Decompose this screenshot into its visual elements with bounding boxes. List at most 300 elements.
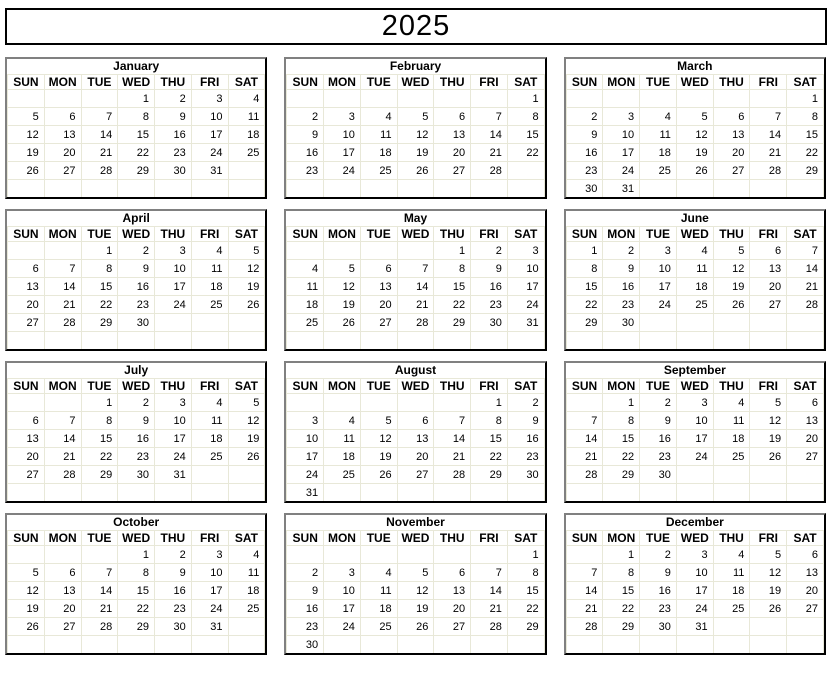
day-cell: 13 — [8, 278, 45, 296]
weekday-header: SUN — [287, 227, 324, 242]
day-cell: 29 — [603, 466, 640, 484]
day-cell-empty — [397, 242, 434, 260]
month-name: January — [113, 59, 160, 73]
weekday-header: TUE — [640, 227, 677, 242]
day-cell: 21 — [566, 448, 603, 466]
day-cell: 26 — [8, 618, 45, 636]
day-cell: 7 — [81, 108, 118, 126]
week-row — [287, 448, 544, 466]
month-grid — [7, 74, 265, 198]
day-cell: 12 — [713, 260, 750, 278]
weekday-header: THU — [434, 379, 471, 394]
day-cell: 19 — [713, 278, 750, 296]
day-cell: 25 — [676, 296, 713, 314]
day-cell: 29 — [566, 314, 603, 332]
month-name: December — [665, 515, 724, 529]
week-row — [8, 332, 265, 350]
day-cell-empty — [81, 546, 118, 564]
weekday-header: SUN — [287, 531, 324, 546]
weekday-header: SUN — [287, 75, 324, 90]
day-cell: 2 — [118, 242, 155, 260]
day-cell: 26 — [397, 162, 434, 180]
weekday-header: SAT — [228, 379, 265, 394]
day-cell-empty — [397, 636, 434, 654]
month-grid — [566, 530, 824, 654]
day-cell-empty — [324, 394, 361, 412]
day-cell: 13 — [787, 564, 824, 582]
day-cell: 25 — [360, 618, 397, 636]
weekday-header: FRI — [191, 227, 228, 242]
day-cell: 3 — [287, 412, 324, 430]
day-cell: 27 — [434, 162, 471, 180]
week-row — [287, 582, 544, 600]
weekday-header: SAT — [507, 531, 544, 546]
day-cell: 20 — [750, 278, 787, 296]
day-cell: 1 — [507, 90, 544, 108]
week-row — [287, 484, 544, 502]
week-row — [287, 412, 544, 430]
month-january — [5, 57, 267, 199]
weekday-header: WED — [676, 227, 713, 242]
month-name: April — [122, 211, 150, 225]
day-cell-empty — [507, 162, 544, 180]
month-october — [5, 513, 267, 655]
week-row — [287, 636, 544, 654]
day-cell: 10 — [603, 126, 640, 144]
day-cell: 17 — [507, 278, 544, 296]
day-cell: 15 — [118, 126, 155, 144]
day-cell: 15 — [603, 582, 640, 600]
day-cell-empty — [434, 180, 471, 198]
day-cell: 19 — [676, 144, 713, 162]
day-cell: 7 — [471, 108, 508, 126]
day-cell: 13 — [434, 126, 471, 144]
day-cell: 23 — [155, 600, 192, 618]
day-cell: 11 — [360, 582, 397, 600]
day-cell: 21 — [434, 448, 471, 466]
day-cell: 21 — [471, 600, 508, 618]
calendar-page — [0, 8, 832, 675]
day-cell-empty — [750, 314, 787, 332]
day-cell: 5 — [360, 412, 397, 430]
day-cell-empty — [750, 332, 787, 350]
day-cell: 18 — [713, 430, 750, 448]
day-cell: 17 — [191, 126, 228, 144]
day-cell-empty — [287, 394, 324, 412]
day-cell: 21 — [44, 448, 81, 466]
weekday-header-row — [566, 531, 823, 546]
day-cell: 15 — [603, 430, 640, 448]
weekday-header: THU — [434, 75, 471, 90]
day-cell: 17 — [287, 448, 324, 466]
day-cell: 11 — [360, 126, 397, 144]
week-row — [287, 162, 544, 180]
week-row — [287, 314, 544, 332]
day-cell: 23 — [118, 448, 155, 466]
weekday-header: SUN — [566, 227, 603, 242]
day-cell-empty — [8, 636, 45, 654]
day-cell: 23 — [640, 448, 677, 466]
day-cell: 7 — [81, 564, 118, 582]
day-cell: 15 — [81, 278, 118, 296]
day-cell: 26 — [228, 448, 265, 466]
week-row — [8, 448, 265, 466]
day-cell-empty — [640, 90, 677, 108]
day-cell: 5 — [8, 564, 45, 582]
day-cell: 29 — [603, 618, 640, 636]
weekday-header-row — [287, 531, 544, 546]
day-cell: 3 — [155, 394, 192, 412]
day-cell: 14 — [44, 430, 81, 448]
day-cell: 4 — [287, 260, 324, 278]
week-row — [8, 430, 265, 448]
day-cell: 10 — [191, 564, 228, 582]
day-cell: 22 — [118, 600, 155, 618]
day-cell: 9 — [603, 260, 640, 278]
weekday-header: TUE — [360, 531, 397, 546]
day-cell: 2 — [287, 564, 324, 582]
day-cell: 4 — [360, 108, 397, 126]
weekday-header: WED — [397, 75, 434, 90]
week-row — [287, 90, 544, 108]
weekday-header: FRI — [191, 75, 228, 90]
weekday-header: WED — [118, 75, 155, 90]
day-cell: 28 — [44, 466, 81, 484]
day-cell: 8 — [471, 412, 508, 430]
day-cell: 30 — [566, 180, 603, 198]
day-cell: 22 — [603, 448, 640, 466]
day-cell-empty — [228, 314, 265, 332]
weekday-header: MON — [44, 227, 81, 242]
day-cell-empty — [228, 162, 265, 180]
week-row — [287, 394, 544, 412]
day-cell: 4 — [228, 90, 265, 108]
weekday-header: THU — [155, 531, 192, 546]
day-cell-empty — [44, 242, 81, 260]
weekday-header: SUN — [287, 379, 324, 394]
week-row — [287, 278, 544, 296]
day-cell: 12 — [228, 412, 265, 430]
week-row — [287, 600, 544, 618]
day-cell: 28 — [81, 162, 118, 180]
day-cell: 24 — [155, 448, 192, 466]
day-cell-empty — [287, 180, 324, 198]
day-cell: 31 — [287, 484, 324, 502]
day-cell: 5 — [750, 546, 787, 564]
day-cell: 9 — [640, 564, 677, 582]
day-cell: 28 — [81, 618, 118, 636]
weekday-header: FRI — [471, 227, 508, 242]
day-cell-empty — [81, 484, 118, 502]
day-cell-empty — [750, 636, 787, 654]
day-cell: 1 — [566, 242, 603, 260]
day-cell: 6 — [434, 108, 471, 126]
day-cell: 3 — [155, 242, 192, 260]
weekday-header: MON — [44, 531, 81, 546]
weekday-header: THU — [713, 227, 750, 242]
day-cell-empty — [155, 332, 192, 350]
weekday-header: SAT — [228, 75, 265, 90]
week-row — [8, 260, 265, 278]
day-cell: 7 — [397, 260, 434, 278]
week-row — [287, 108, 544, 126]
day-cell: 22 — [118, 144, 155, 162]
day-cell: 21 — [81, 600, 118, 618]
day-cell: 22 — [507, 144, 544, 162]
day-cell-empty — [397, 90, 434, 108]
day-cell: 3 — [191, 546, 228, 564]
day-cell-empty — [787, 636, 824, 654]
day-cell: 24 — [324, 162, 361, 180]
day-cell: 15 — [81, 430, 118, 448]
day-cell: 25 — [228, 600, 265, 618]
day-cell-empty — [155, 314, 192, 332]
day-cell-empty — [471, 90, 508, 108]
day-cell: 15 — [434, 278, 471, 296]
day-cell: 6 — [44, 108, 81, 126]
day-cell: 20 — [8, 448, 45, 466]
day-cell: 22 — [434, 296, 471, 314]
day-cell-empty — [44, 546, 81, 564]
day-cell-empty — [360, 546, 397, 564]
year-title: 2025 — [381, 10, 451, 42]
weekday-header: TUE — [640, 75, 677, 90]
day-cell: 2 — [471, 242, 508, 260]
month-april — [5, 209, 267, 351]
day-cell: 27 — [8, 466, 45, 484]
day-cell-empty — [434, 636, 471, 654]
day-cell: 24 — [603, 162, 640, 180]
day-cell-empty — [640, 636, 677, 654]
day-cell: 12 — [8, 582, 45, 600]
week-row — [566, 144, 823, 162]
month-grid — [566, 378, 824, 502]
weekday-header-row — [8, 379, 265, 394]
day-cell: 25 — [713, 448, 750, 466]
day-cell: 26 — [750, 448, 787, 466]
day-cell: 4 — [324, 412, 361, 430]
day-cell: 23 — [566, 162, 603, 180]
day-cell: 26 — [360, 466, 397, 484]
day-cell: 2 — [566, 108, 603, 126]
day-cell: 21 — [566, 600, 603, 618]
day-cell: 29 — [118, 162, 155, 180]
day-cell: 11 — [324, 430, 361, 448]
week-row — [8, 412, 265, 430]
week-row — [8, 582, 265, 600]
day-cell-empty — [287, 90, 324, 108]
day-cell: 20 — [44, 600, 81, 618]
day-cell-empty — [471, 332, 508, 350]
day-cell: 10 — [676, 412, 713, 430]
month-grid — [7, 530, 265, 654]
day-cell: 24 — [640, 296, 677, 314]
week-row — [287, 546, 544, 564]
day-cell: 6 — [397, 412, 434, 430]
day-cell: 8 — [603, 564, 640, 582]
day-cell-empty — [640, 314, 677, 332]
day-cell-empty — [44, 180, 81, 198]
day-cell-empty — [750, 466, 787, 484]
day-cell: 11 — [287, 278, 324, 296]
weekday-header: MON — [603, 227, 640, 242]
day-cell-empty — [434, 332, 471, 350]
day-cell: 11 — [640, 126, 677, 144]
day-cell: 5 — [228, 242, 265, 260]
weekday-header: SAT — [507, 75, 544, 90]
day-cell-empty — [397, 484, 434, 502]
day-cell-empty — [676, 314, 713, 332]
day-cell-empty — [640, 180, 677, 198]
day-cell: 23 — [603, 296, 640, 314]
day-cell: 13 — [787, 412, 824, 430]
day-cell: 22 — [787, 144, 824, 162]
day-cell-empty — [8, 242, 45, 260]
month-name: May — [403, 211, 428, 225]
day-cell: 16 — [287, 600, 324, 618]
day-cell: 27 — [44, 618, 81, 636]
month-name: August — [394, 363, 437, 377]
weekday-header-row — [287, 75, 544, 90]
weekday-header: TUE — [81, 227, 118, 242]
month-grid — [566, 226, 824, 350]
day-cell: 31 — [603, 180, 640, 198]
day-cell-empty — [713, 90, 750, 108]
day-cell: 9 — [287, 126, 324, 144]
day-cell: 15 — [507, 126, 544, 144]
day-cell: 28 — [566, 618, 603, 636]
day-cell: 3 — [191, 90, 228, 108]
day-cell-empty — [324, 90, 361, 108]
week-row — [566, 332, 823, 350]
day-cell: 12 — [360, 430, 397, 448]
month-grid — [286, 530, 544, 654]
day-cell: 1 — [471, 394, 508, 412]
day-cell: 13 — [360, 278, 397, 296]
day-cell: 11 — [676, 260, 713, 278]
day-cell-empty — [507, 332, 544, 350]
day-cell: 8 — [507, 108, 544, 126]
day-cell: 17 — [324, 600, 361, 618]
week-row — [8, 144, 265, 162]
day-cell: 15 — [507, 582, 544, 600]
week-row — [8, 162, 265, 180]
day-cell: 26 — [397, 618, 434, 636]
day-cell: 3 — [324, 564, 361, 582]
month-grid — [7, 226, 265, 350]
day-cell: 8 — [787, 108, 824, 126]
day-cell: 29 — [434, 314, 471, 332]
day-cell: 9 — [287, 582, 324, 600]
day-cell-empty — [360, 242, 397, 260]
month-august — [284, 361, 546, 503]
day-cell-empty — [713, 180, 750, 198]
day-cell-empty — [191, 180, 228, 198]
day-cell: 23 — [507, 448, 544, 466]
day-cell: 19 — [228, 430, 265, 448]
day-cell-empty — [155, 484, 192, 502]
month-july — [5, 361, 267, 503]
weekday-header-row — [566, 379, 823, 394]
day-cell: 29 — [81, 314, 118, 332]
day-cell-empty — [228, 466, 265, 484]
weekday-header: FRI — [471, 531, 508, 546]
day-cell: 21 — [471, 144, 508, 162]
month-name: September — [663, 363, 726, 377]
day-cell: 13 — [434, 582, 471, 600]
day-cell-empty — [228, 332, 265, 350]
day-cell: 8 — [507, 564, 544, 582]
week-row — [287, 466, 544, 484]
month-grid — [7, 378, 265, 502]
day-cell: 29 — [787, 162, 824, 180]
month-grid — [286, 226, 544, 350]
day-cell: 29 — [118, 618, 155, 636]
day-cell-empty — [360, 332, 397, 350]
day-cell: 9 — [640, 412, 677, 430]
day-cell-empty — [750, 618, 787, 636]
month-name: July — [124, 363, 149, 377]
week-row — [287, 260, 544, 278]
day-cell-empty — [191, 484, 228, 502]
day-cell: 7 — [566, 564, 603, 582]
weekday-header-row — [8, 531, 265, 546]
day-cell: 22 — [81, 296, 118, 314]
day-cell: 14 — [81, 582, 118, 600]
day-cell: 28 — [397, 314, 434, 332]
day-cell: 24 — [191, 600, 228, 618]
weekday-header: THU — [434, 227, 471, 242]
day-cell: 4 — [191, 394, 228, 412]
month-may — [284, 209, 546, 351]
day-cell-empty — [471, 636, 508, 654]
day-cell: 7 — [566, 412, 603, 430]
day-cell: 3 — [676, 394, 713, 412]
weekday-header: SUN — [566, 379, 603, 394]
day-cell-empty — [287, 546, 324, 564]
week-row — [566, 260, 823, 278]
day-cell: 11 — [191, 412, 228, 430]
week-row — [566, 180, 823, 198]
week-row — [8, 636, 265, 654]
day-cell: 8 — [81, 260, 118, 278]
week-row — [566, 582, 823, 600]
weekday-header: MON — [603, 75, 640, 90]
weekday-header: THU — [713, 379, 750, 394]
day-cell: 8 — [118, 564, 155, 582]
day-cell: 12 — [750, 564, 787, 582]
day-cell: 25 — [228, 144, 265, 162]
day-cell: 2 — [155, 546, 192, 564]
weekday-header: MON — [44, 75, 81, 90]
day-cell: 13 — [44, 582, 81, 600]
week-row — [8, 278, 265, 296]
day-cell-empty — [228, 484, 265, 502]
week-row — [8, 314, 265, 332]
day-cell: 3 — [603, 108, 640, 126]
day-cell: 10 — [155, 260, 192, 278]
day-cell: 14 — [434, 430, 471, 448]
week-row — [287, 180, 544, 198]
week-row — [566, 618, 823, 636]
day-cell: 4 — [713, 546, 750, 564]
day-cell: 30 — [118, 466, 155, 484]
weekday-header: TUE — [640, 379, 677, 394]
day-cell: 4 — [640, 108, 677, 126]
day-cell: 17 — [640, 278, 677, 296]
day-cell: 25 — [191, 296, 228, 314]
day-cell: 13 — [750, 260, 787, 278]
